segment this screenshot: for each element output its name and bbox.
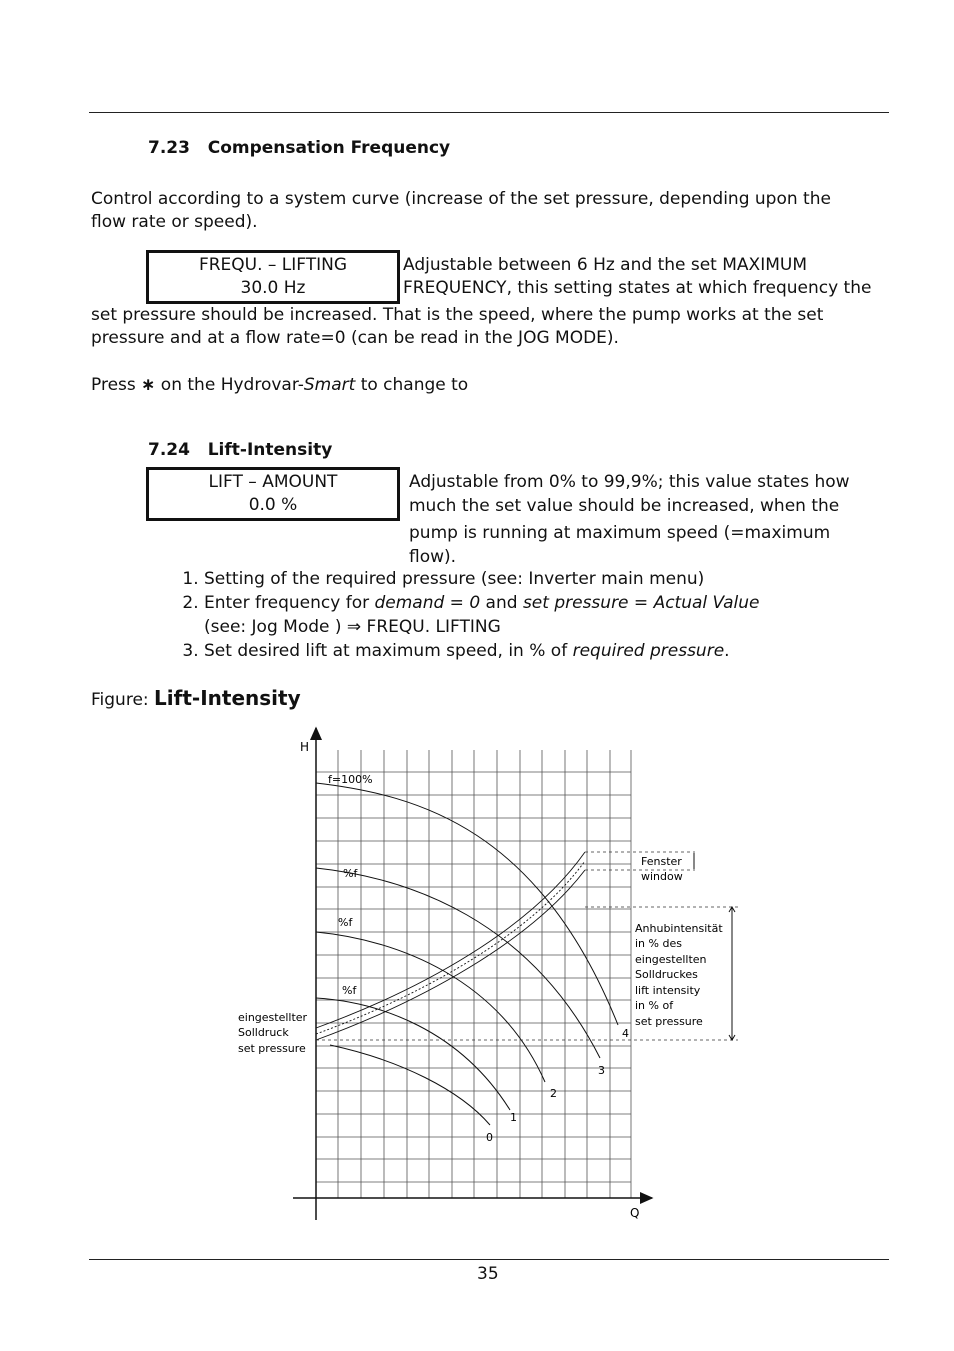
- pf-label-1: %f: [343, 867, 358, 880]
- svg-text:2: 2: [550, 1087, 557, 1100]
- svg-text:in % of: in % of: [635, 999, 674, 1012]
- svg-text:0: 0: [486, 1131, 493, 1144]
- curve-numbers: [486, 1027, 629, 1144]
- section-7-24-heading: 7.24 Lift-Intensity: [148, 440, 333, 460]
- svg-text:set pressure: set pressure: [238, 1042, 306, 1055]
- svg-text:in % des: in % des: [635, 937, 682, 950]
- h-axis-label: H: [300, 740, 310, 754]
- intro-paragraph: Control according to a system curve (increase of the set pressure, depending upon the flow rate or speed).: [91, 189, 831, 232]
- frequ-lifting-description: Adjustable between 6 Hz and the set MAXIMUM FREQUENCY, this setting states at which frequency the: [403, 255, 872, 298]
- svg-text:eingestellten: eingestellten: [635, 953, 707, 966]
- lift-amount-display: LIFT – AMOUNT 0.0 %: [146, 467, 400, 521]
- window-label: window: [641, 870, 683, 883]
- footer-rule: [89, 1259, 889, 1260]
- frequ-lifting-display: FREQU. – LIFTING 30.0 Hz: [146, 250, 400, 304]
- svg-text:set pressure: set pressure: [635, 1015, 703, 1028]
- system-curve-band: [316, 852, 585, 1040]
- figure-caption: Figure: Lift-Intensity: [91, 686, 301, 710]
- svg-text:1: 1: [510, 1111, 517, 1124]
- section-7-23-heading: 7.23 Compensation Frequency: [148, 138, 451, 158]
- svg-text:eingestellter: eingestellter: [238, 1011, 308, 1024]
- svg-text:4: 4: [622, 1027, 629, 1040]
- svg-text:Solldruck: Solldruck: [238, 1026, 289, 1039]
- set-pressure-labels: [238, 1011, 308, 1055]
- page-number: 35: [477, 1264, 499, 1284]
- svg-text:3: 3: [598, 1064, 605, 1077]
- frequ-lifting-description-cont: set pressure should be increased. That is the speed, where the pump works at the set pressure and at a flow rate=0 (can be read in the JOG MODE).: [91, 305, 824, 348]
- step-1: 1. Setting of the required pressure (see: Inverter main menu): [204, 567, 759, 591]
- step-3: 3. Set desired lift at maximum speed, in % of required pressure.: [204, 639, 759, 663]
- dimension-markers: [694, 853, 735, 1040]
- anhub-labels: [635, 922, 723, 1028]
- f100-label: f=100%: [328, 773, 373, 786]
- step-2: 2. Enter frequency for demand = 0 and set pressure = Actual Value (see: Jog Mode ) ⇒ FREQU. LIFTING: [204, 591, 759, 639]
- pf-label-2: %f: [338, 916, 353, 929]
- fenster-label: Fenster: [641, 855, 682, 868]
- svg-text:Solldruckes: Solldruckes: [635, 968, 698, 981]
- grid: [316, 750, 631, 1198]
- asterisk-key-icon: ∗: [141, 375, 156, 395]
- pf-label-3: %f: [342, 984, 357, 997]
- q-axis-label: Q: [630, 1206, 640, 1220]
- svg-text:Anhubintensität: Anhubintensität: [635, 922, 723, 935]
- press-instruction: Press ∗ on the Hydrovar-Smart to change to: [91, 375, 469, 395]
- lift-amount-description: Adjustable from 0% to 99,9%; this value states how much the set value should be increased, when the pump is running at maximum speed (=maximum flow).: [409, 472, 850, 567]
- svg-text:lift intensity: lift intensity: [635, 984, 701, 997]
